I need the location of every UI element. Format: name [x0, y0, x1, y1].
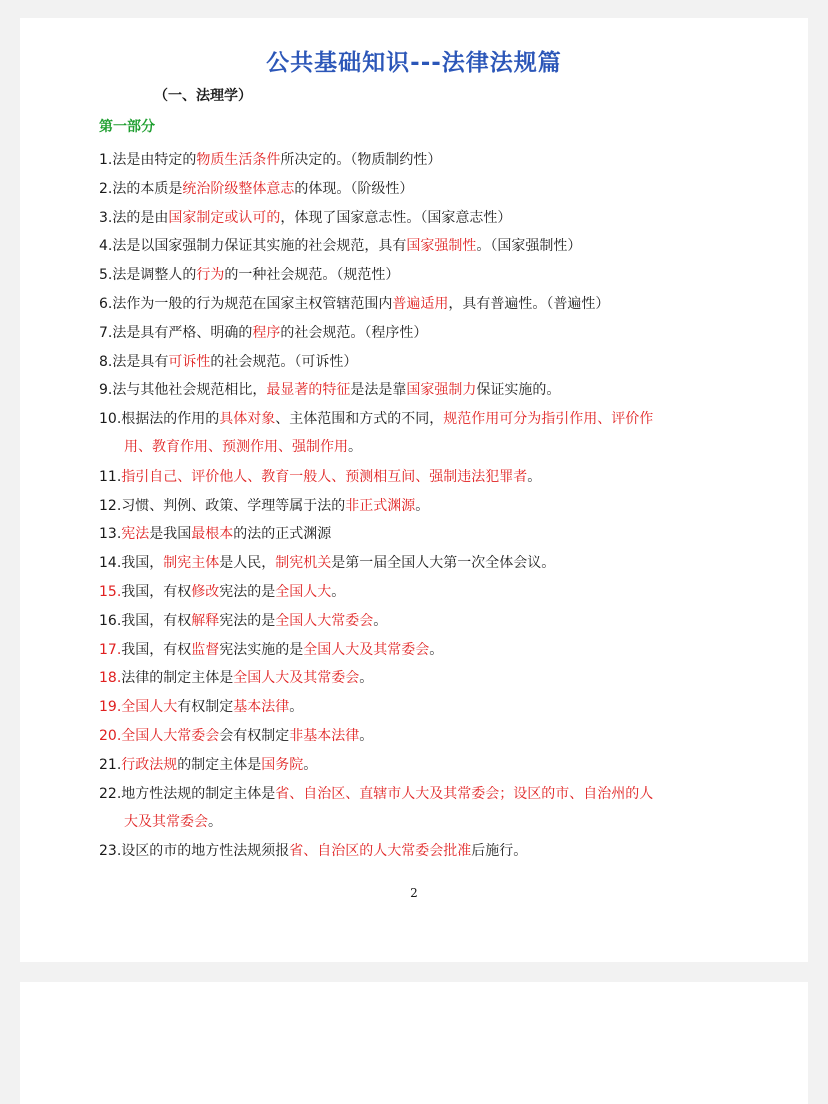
highlight-text: 国务院: [261, 756, 304, 773]
item-number: 11.: [99, 468, 122, 485]
item-number: 8.: [99, 353, 113, 370]
list-item: [99, 780, 729, 836]
highlight-text: 可诉性: [168, 353, 211, 370]
item-number: 5.: [99, 267, 113, 284]
body-text: 。: [331, 584, 346, 600]
body-text: 根据法的作用的: [121, 411, 220, 428]
list-item: [99, 722, 729, 750]
list-item: [99, 520, 729, 548]
item-number: 3.: [99, 209, 113, 226]
body-text: 。: [348, 439, 362, 456]
list-item: [99, 578, 729, 606]
list-item: [99, 376, 729, 404]
body-text: 法是由特定的: [112, 152, 197, 168]
list-item-line: [99, 664, 729, 692]
highlight-text: 行为: [196, 267, 225, 284]
body-text: 有权制定: [177, 699, 234, 716]
body-text: 设区的市的地方性法规须报: [121, 843, 290, 860]
body-text: 。: [359, 728, 374, 744]
next-page: [20, 982, 808, 1104]
list-item-line: [99, 319, 729, 347]
list-item: [99, 837, 729, 865]
body-text: 我国，有权: [121, 641, 192, 658]
list-item: [99, 348, 729, 376]
list-item-line: [99, 463, 729, 491]
list-item-line: [99, 808, 729, 836]
list-item-line: [99, 433, 729, 461]
list-item: [99, 549, 729, 577]
highlight-text: 普遍适用: [392, 296, 449, 312]
list-item: [99, 175, 729, 203]
body-text: 的制定主体是: [177, 756, 262, 773]
body-text: 法作为一般的行为规范在国家主权管辖范围内: [112, 296, 393, 312]
list-item-line: [99, 232, 729, 260]
body-text: 习惯、判例、政策、学理等属于法的: [121, 497, 346, 514]
item-number: 12.: [99, 497, 122, 514]
highlight-text: 大及其常委会: [124, 813, 208, 830]
document-page: [20, 18, 808, 962]
list-item: [99, 261, 729, 289]
list-item-line: [99, 146, 729, 174]
list-item: [99, 751, 729, 779]
item-number: 23.: [99, 843, 122, 860]
body-text: 的法的正式渊源: [233, 526, 332, 543]
item-number: 16.: [99, 612, 122, 629]
list-item: [99, 492, 729, 520]
list-item-line: [99, 549, 729, 577]
body-text: ，体现了国家意志性。（国家意志性）: [280, 209, 512, 226]
highlight-text: 基本法律: [233, 699, 290, 716]
body-text: 。: [373, 612, 388, 629]
body-text: 宪法的是: [219, 584, 276, 600]
item-number: 18.: [99, 670, 122, 687]
body-text: 、主体范围和方式的不同，: [275, 411, 444, 428]
item-number: 20.: [99, 728, 122, 744]
body-text: 法是具有严格、明确的: [112, 324, 253, 341]
body-text: 。: [359, 670, 374, 687]
highlight-text: 修改: [191, 584, 220, 600]
list-item: [99, 607, 729, 635]
highlight-text: 监督: [191, 641, 220, 658]
highlight-text: 程序: [252, 324, 281, 341]
highlight-text: 省、自治区的人大常委会批准: [289, 843, 472, 860]
body-text: 法与其他社会规范相比，: [112, 382, 267, 399]
highlight-text: 全国人大常委会: [121, 728, 220, 744]
body-text: ，具有普遍性。（普遍性）: [448, 296, 610, 312]
list-item-line: [99, 492, 729, 520]
list-item-line: [99, 578, 729, 606]
list-item-line: [99, 722, 729, 750]
highlight-text: 非基本法律: [289, 728, 360, 744]
body-text: 地方性法规的制定主体是: [121, 785, 276, 802]
list-item: [99, 693, 729, 721]
body-text: 的社会规范。（可诉性）: [210, 353, 358, 370]
highlight-text: 全国人大及其常委会: [233, 670, 360, 687]
list-item-line: [99, 204, 729, 232]
highlight-text: 指引自己、评价他人、教育一般人、预测相互间、强制违法犯罪者: [121, 468, 528, 485]
body-text: 。: [429, 641, 444, 658]
body-text: 的一种社会规范。（规范性）: [224, 267, 400, 284]
highlight-text: 用、教育作用、预测作用、强制作用: [124, 439, 348, 456]
body-text: 法是调整人的: [112, 267, 197, 284]
body-text: 宪法实施的是: [219, 641, 304, 658]
list-item-line: [99, 607, 729, 635]
body-text: 。: [303, 756, 318, 773]
list-item-line: [99, 520, 729, 548]
list-item-line: [99, 290, 729, 318]
highlight-text: 具体对象: [219, 411, 276, 428]
item-number: 2.: [99, 180, 113, 197]
list-item: [99, 232, 729, 260]
highlight-text: 全国人大及其常委会: [303, 641, 430, 658]
body-text: 是第一届全国人大第一次全体会议。: [331, 555, 556, 572]
item-number: 4.: [99, 238, 113, 255]
item-number: 1.: [99, 152, 113, 168]
list-item: [99, 204, 729, 232]
body-text: 后施行。: [471, 843, 528, 860]
page-number: 2: [410, 886, 418, 900]
highlight-text: 物质生活条件: [196, 152, 281, 168]
highlight-text: 非正式渊源: [345, 497, 416, 514]
body-text: 是人民，: [219, 555, 276, 572]
list-item-line: [99, 837, 729, 865]
highlight-text: 制宪主体: [163, 555, 220, 572]
list-item-line: [99, 751, 729, 779]
highlight-text: 全国人大: [121, 699, 178, 716]
item-number: 15.: [99, 584, 122, 600]
list-item: [99, 636, 729, 664]
highlight-text: 国家强制力: [406, 382, 477, 399]
highlight-text: 最根本: [191, 526, 234, 543]
item-number: 14.: [99, 555, 122, 572]
body-text: 所决定的。（物质制约性）: [280, 152, 442, 168]
highlight-text: 全国人大常委会: [275, 612, 374, 629]
body-text: 法律的制定主体是: [121, 670, 234, 687]
body-text: 法是以国家强制力保证其实施的社会规范，具有: [112, 238, 407, 255]
list-item-line: [99, 693, 729, 721]
list-item-line: [99, 376, 729, 404]
body-text: 是我国: [149, 526, 192, 543]
item-number: 6.: [99, 296, 113, 312]
body-text: 宪法的是: [219, 612, 276, 629]
highlight-text: 宪法: [121, 526, 150, 543]
highlight-text: 省、自治区、直辖市人大及其常委会；设区的市、自治州的人: [275, 785, 654, 802]
section-heading: （一、法理学）: [154, 88, 252, 104]
list-item-line: [99, 348, 729, 376]
body-text: 法的是由: [112, 209, 169, 226]
item-number: 21.: [99, 756, 122, 773]
body-text: 是法是靠: [350, 382, 407, 399]
list-item: [99, 146, 729, 174]
highlight-text: 统治阶级整体意志: [182, 180, 295, 197]
highlight-text: 解释: [191, 612, 220, 629]
item-number: 9.: [99, 382, 113, 399]
body-text: 。: [415, 497, 430, 514]
list-item-line: [99, 405, 729, 433]
list-item: [99, 664, 729, 692]
highlight-text: 制宪机关: [275, 555, 332, 572]
list-item-line: [99, 261, 729, 289]
body-text: 我国，有权: [121, 584, 192, 600]
highlight-text: 规范作用可分为指引作用、评价作: [443, 411, 654, 428]
item-number: 10.: [99, 411, 122, 428]
highlight-text: 行政法规: [121, 756, 178, 773]
body-text: 。: [527, 468, 542, 485]
item-number: 19.: [99, 699, 122, 716]
part-heading: 第一部分: [99, 119, 155, 135]
body-text: 保证实施的。: [476, 382, 561, 399]
body-text: 。: [289, 699, 304, 716]
item-number: 17.: [99, 641, 122, 658]
list-item: [99, 319, 729, 347]
body-text: 的社会规范。（程序性）: [280, 324, 428, 341]
list-item-line: [99, 636, 729, 664]
body-text: 的体现。（阶级性）: [294, 180, 414, 197]
body-text: 我国，: [121, 555, 164, 572]
body-text: 。（国家强制性）: [476, 238, 582, 255]
page-title: 公共基础知识---法律法规篇: [266, 50, 562, 76]
body-text: 法的本质是: [112, 180, 183, 197]
highlight-text: 最显著的特征: [266, 382, 351, 399]
highlight-text: 国家制定或认可的: [168, 209, 281, 226]
list-item: [99, 463, 729, 491]
list-item: [99, 290, 729, 318]
list-item-line: [99, 175, 729, 203]
item-number: 13.: [99, 526, 122, 543]
body-text: 。: [208, 813, 222, 830]
body-text: 会有权制定: [219, 728, 290, 744]
list-item-line: [99, 780, 729, 808]
highlight-text: 国家强制性: [406, 238, 477, 255]
list-item: [99, 405, 729, 461]
body-text: 我国，有权: [121, 612, 192, 629]
highlight-text: 全国人大: [275, 584, 332, 600]
item-number: 22.: [99, 785, 122, 802]
body-text: 法是具有: [112, 353, 169, 370]
item-number: 7.: [99, 324, 113, 341]
